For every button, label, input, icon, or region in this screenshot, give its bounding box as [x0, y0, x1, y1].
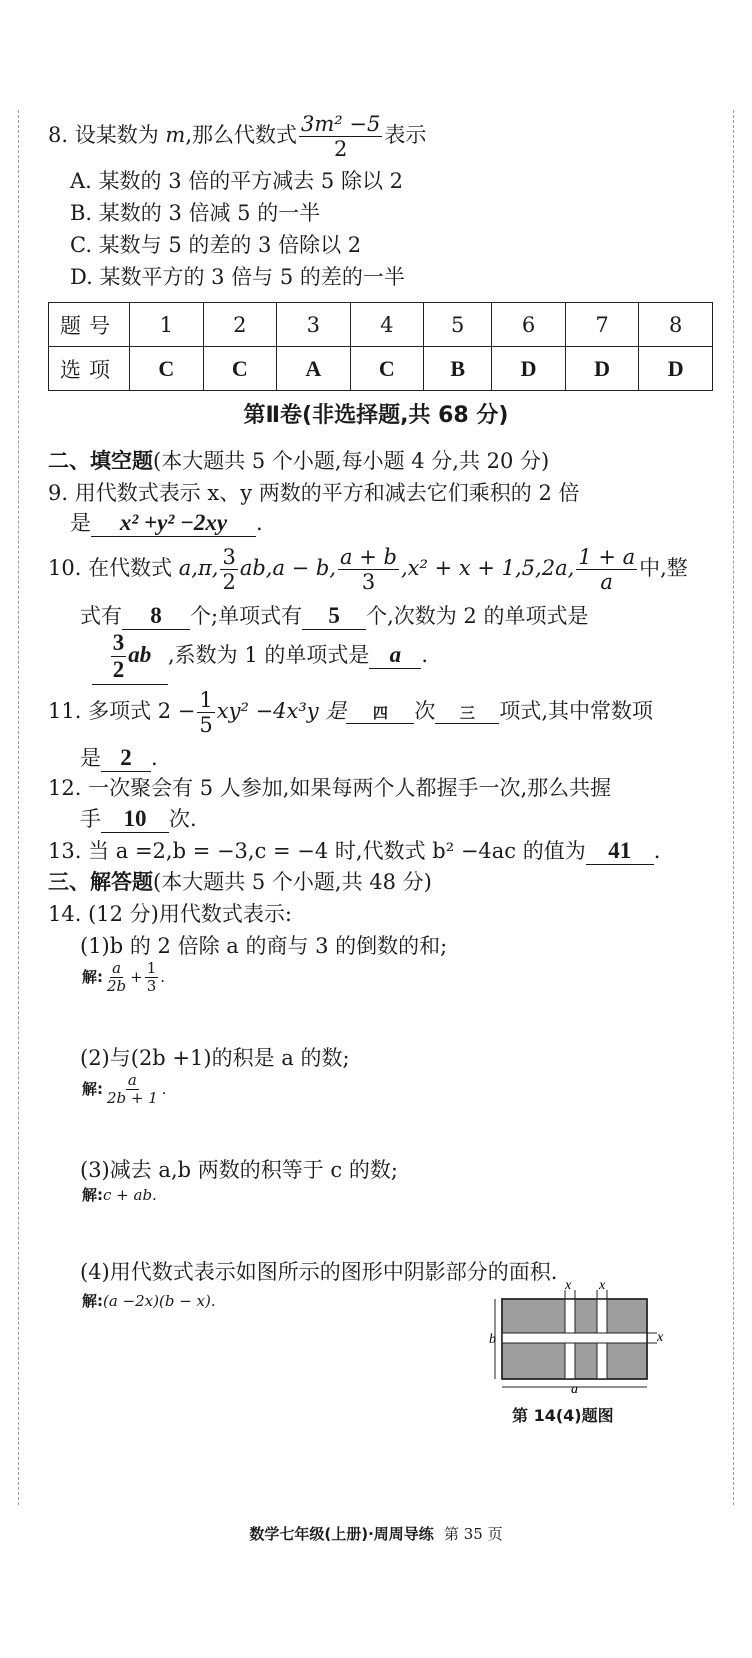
q14-part4: (4)用代数式表示如图所示的图形中阴影部分的面积.	[80, 1260, 558, 1284]
section2-header: 二、填空题(本大题共 5 个小题,每小题 4 分,共 20 分)	[48, 449, 550, 473]
fig-label-x2: x	[599, 1278, 606, 1293]
q14-solution3: 解:c + ab.	[82, 1186, 157, 1204]
part2-title: 第Ⅱ卷(非选择题,共 68 分)	[243, 403, 509, 428]
table-cell: D	[565, 347, 639, 391]
table-row	[49, 347, 713, 391]
table-cell: C	[130, 347, 204, 391]
table-cell: C	[350, 347, 424, 391]
q10-answer1: 8	[122, 603, 190, 630]
table-cell: 2	[203, 303, 277, 347]
figure-caption: 第 14(4)题图	[512, 1406, 614, 1425]
rectangle-figure	[485, 1275, 685, 1395]
fig-label-x1: x	[565, 1278, 572, 1293]
q8-option-c: C. 某数与 5 的差的 3 倍除以 2	[70, 233, 362, 257]
table-cell: 5	[424, 303, 492, 347]
table-cell: D	[639, 347, 713, 391]
table-head-number: 题号	[49, 303, 130, 347]
q14-solution2: 解: $\frac{a}{2b + 1}$ .	[82, 1071, 167, 1108]
table-cell: 8	[639, 303, 713, 347]
q11-line1: 11. 多项式 2 − $\frac{1}{5}$ xy² −4x³y 是 四 次 三 项式,其中常数项	[48, 688, 654, 738]
table-cell: D	[492, 347, 566, 391]
q12-answer: 10	[101, 806, 169, 833]
fig-label-b: b	[489, 1332, 496, 1347]
q12-line1: 12. 一次聚会有 5 人参加,如果每两个人都握手一次,那么共握	[48, 776, 612, 800]
table-cell: 4	[350, 303, 424, 347]
q12-line2: 手 10 次.	[80, 806, 197, 831]
q10-answer2: 5	[302, 603, 366, 630]
q8-option-d: D. 某数平方的 3 倍与 5 的差的一半	[70, 265, 405, 289]
q10-answer3: $\frac{3}{2}$ ab	[92, 630, 168, 685]
q9-line1: 9. 用代数式表示 x、y 两数的平方和减去它们乘积的 2 倍	[48, 481, 580, 505]
q14-part3: (3)减去 a,b 两数的积等于 c 的数;	[80, 1158, 398, 1182]
footer-book: 数学七年级(上册)·周周导练	[249, 1525, 434, 1543]
q11-answer1: 四	[346, 702, 414, 724]
q8-option-a: A. 某数的 3 倍的平方减去 5 除以 2	[70, 169, 403, 193]
q10-line1: 10. 在代数式 a,π, $\frac{3}{2}$ ab,a − b, $\frac{a + b}{3}$ ,x² + x + 1,5,2a, $\frac{1 + a}{a}$ 中,整	[48, 545, 688, 595]
table-row	[49, 303, 713, 347]
q14-solution1: 解: $\frac{a}{2b}$ + $\frac{1}{3}$ .	[82, 959, 166, 996]
fig-label-a: a	[571, 1382, 578, 1395]
q8-stem: 8. 设某数为 m,那么代数式 $\frac{\text{3m² −5}}{2}$ 表示	[48, 112, 427, 162]
table-cell: C	[203, 347, 277, 391]
q13-answer: 41	[586, 838, 654, 865]
q14-stem: 14. (12 分)用代数式表示:	[48, 902, 292, 926]
table-cell: 7	[565, 303, 639, 347]
q10-answer4: a	[369, 642, 421, 669]
q14-part1: (1)b 的 2 倍除 a 的商与 3 的倒数的和;	[80, 934, 448, 958]
answer-table	[48, 302, 713, 391]
section3-header: 三、解答题(本大题共 5 个小题,共 48 分)	[48, 870, 432, 894]
table-head-choice: 选项	[49, 347, 130, 391]
right-margin-dash	[733, 110, 734, 1505]
figure-14-4	[485, 1275, 685, 1395]
page-footer	[0, 1523, 752, 1544]
fig-label-x3: x	[657, 1330, 664, 1345]
table-cell: A	[277, 347, 351, 391]
q13-line: 13. 当 a =2,b = −3,c = −4 时,代数式 b² −4ac 的值为 41 .	[48, 838, 661, 863]
q11-answer3: 2	[101, 745, 151, 772]
q14-part2: (2)与(2b +1)的积是 a 的数;	[80, 1046, 350, 1070]
q11-answer2: 三	[435, 702, 499, 724]
table-cell: 3	[277, 303, 351, 347]
q9-line2: 是 x² +y² −2xy .	[70, 510, 263, 535]
q14-solution4: 解:(a −2x)(b − x).	[82, 1292, 216, 1310]
q10-line3: $\frac{3}{2}$ ab ,系数为 1 的单项式是 a .	[92, 630, 428, 685]
q8-option-b: B. 某数的 3 倍减 5 的一半	[70, 201, 321, 225]
table-cell: 1	[130, 303, 204, 347]
left-margin-dash	[18, 110, 19, 1505]
table-cell: 6	[492, 303, 566, 347]
q9-answer: x² +y² −2xy	[91, 510, 256, 537]
q11-line2: 是 2 .	[80, 745, 158, 770]
table-cell: B	[424, 347, 492, 391]
q10-line2: 式有 8 个;单项式有 5 个,次数为 2 的单项式是	[80, 603, 589, 628]
footer-page: 第 35 页	[443, 1525, 503, 1543]
